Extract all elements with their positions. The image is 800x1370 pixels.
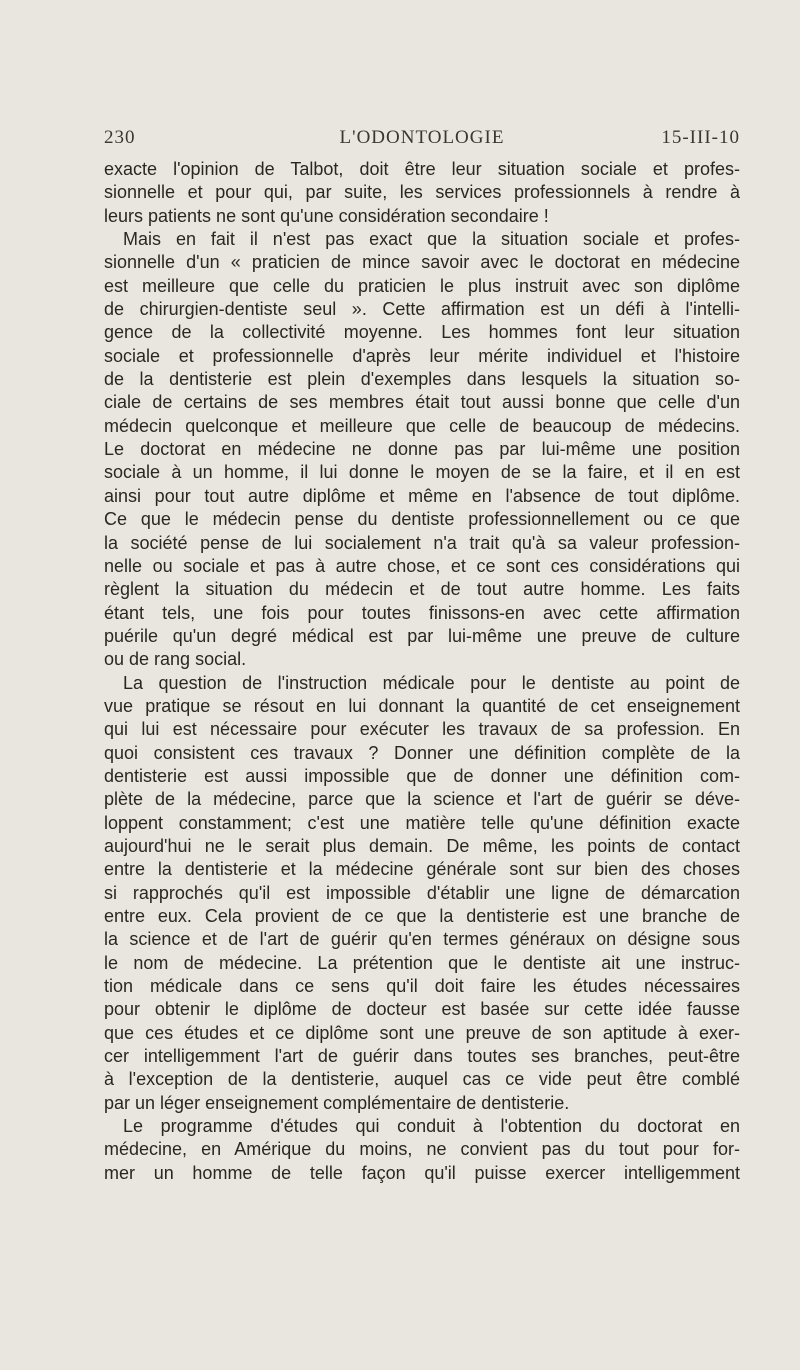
text-line: entre eux. Cela provient de ce que la dentisterie est une branche de [104,906,740,926]
page-number: 230 [104,127,136,148]
text-line: loppent constamment; c'est une matière telle qu'une définition exacte [104,812,740,833]
text-line: sionnelle d'un « praticien de mince savoir avec le doctorat en médecine [104,252,740,273]
text-line: tion médicale dans ce sens qu'il doit faire les études nécessaires [104,976,740,997]
text-line: vue pratique se résout en lui donnant la quantité de cet enseignement [104,695,740,716]
text-line: qui lui est nécessaire pour exécuter les travaux de sa profession. En [104,719,740,740]
text-line: est meilleure que celle du praticien le plus instruit avec son diplôme [104,275,740,296]
text-line: ainsi pour tout autre diplôme et même en l'absence de tout diplôme. [104,485,740,506]
body-text [104,158,740,1185]
text-line: de la dentisterie est plein d'exemples dans lesquels la situation so- [104,369,740,390]
journal-title: L'ODONTOLOGIE [339,127,505,148]
text-line: sionnelle et pour qui, par suite, les services professionnels à rendre à [104,182,740,203]
text-line: mer un homme de telle façon qu'il puisse exercer intelligemment [104,1162,740,1183]
text-line: quoi consistent ces travaux ? Donner une définition complète de la [104,742,740,763]
text-line: exacte l'opinion de Talbot, doit être leur situation sociale et profes- [104,159,740,179]
text-line: si rapprochés qu'il est impossible d'établir une ligne de démarcation [104,882,740,903]
text-line: ou de rang social. [104,649,247,670]
text-line: La question de l'instruction médicale pour le dentiste au point de [123,672,740,693]
text-line: dentisterie est aussi impossible que de donner une définition com- [104,765,740,786]
text-line: le nom de médecine. La prétention que le dentiste ait une instruc- [104,952,740,973]
text-line: de chirurgien-dentiste seul ». Cette affirmation est un défi à l'intelli- [104,299,740,320]
text-line: médecine, en Amérique du moins, ne convient pas du tout pour for- [104,1139,740,1160]
text-line: par un léger enseignement complémentaire de dentisterie. [104,1092,570,1113]
text-line: puérile qu'un degré médical est par lui-même une preuve de culture [104,625,740,646]
text-line: Le doctorat en médecine ne donne pas par lui-même une position [104,439,740,460]
text-line: Le programme d'études qui conduit à l'obtention du doctorat en [123,1116,740,1137]
text-line: Ce que le médecin pense du dentiste professionnellement ou ce que [104,509,740,530]
text-line: à l'exception de la dentisterie, auquel cas ce vide peut être comblé [104,1069,740,1090]
text-line: plète de la médecine, parce que la science et l'art de guérir se déve- [104,789,740,810]
text-line: règlent la situation du médecin et de tout autre homme. Les faits [104,579,740,600]
text-line: la science et de l'art de guérir qu'en termes généraux on désigne sous [104,929,740,950]
text-line: médecin quelconque et meilleure que celle de beaucoup de médecins. [104,415,740,436]
text-line: que ces études et ce diplôme sont une preuve de son aptitude à exer- [104,1022,740,1043]
text-line: pour obtenir le diplôme de docteur est basée sur cette idée fausse [104,999,740,1020]
text-line: sociale et professionnelle d'après leur mérite individuel et l'histoire [104,345,740,366]
text-line: leurs patients ne sont qu'une considération secondaire ! [104,205,549,226]
text-line: ciale de certains de ses membres était tout aussi bonne que celle d'un [104,392,740,413]
text-line: étant tels, une fois pour toutes finissons-en avec cette affirmation [104,602,740,623]
text-line: nelle ou sociale et pas à autre chose, et ce sont ces considérations qui [104,555,740,576]
issue-date: 15-III-10 [661,127,740,148]
text-line: sociale à un homme, il lui donne le moyen de se la faire, et il en est [104,462,740,483]
text-line: gence de la collectivité moyenne. Les hommes font leur situation [104,322,740,343]
text-line: Mais en fait il n'est pas exact que la situation sociale et profes- [123,229,740,250]
text-line: cer intelligemment l'art de guérir dans toutes ses branches, peut-être [104,1046,740,1067]
text-line: entre la dentisterie et la médecine générale sont sur bien des choses [104,859,740,880]
text-line: la société pense de lui socialement n'a trait qu'à sa valeur profession- [104,532,740,553]
text-line: aujourd'hui ne le serait plus demain. De même, les points de contact [104,835,740,856]
running-head [104,127,740,157]
